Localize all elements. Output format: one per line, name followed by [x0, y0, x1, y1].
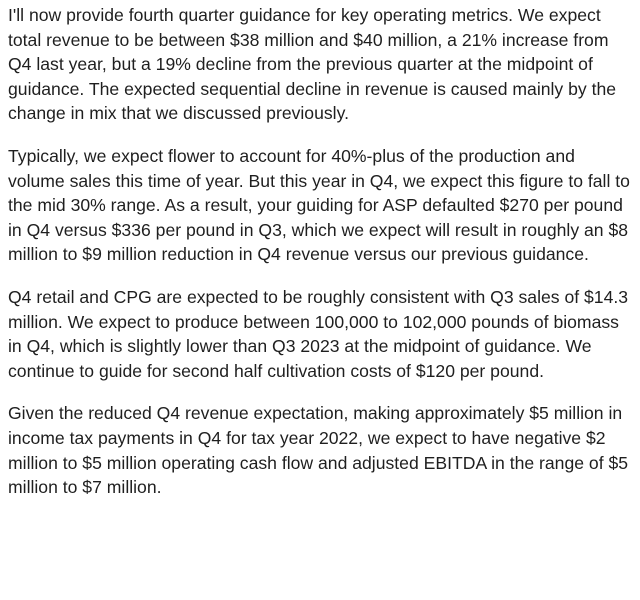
paragraph-flower-mix-asp: Typically, we expect flower to account for 40%-plus of the production and volume sales this time of year. But this year in Q4, we expect this figure to fall to the mid 30% range. As a result, your guiding for ASP defaulted $270 per pound in Q4 versus $336 per pound in Q3, which we expect will result in roughly an $8 million to $9 million reduction in Q4 revenue versus our previous guidance.	[8, 145, 630, 265]
paragraph-cash-flow-ebitda: Given the reduced Q4 revenue expectation, making approximately $5 million in income tax payments in Q4 for tax year 2022, we expect to have negative $2 million to $5 million operating cash flow and adjusted EBITDA in the range of $5 million to $7 million.	[8, 403, 629, 498]
paragraph-retail-cpg-biomass: Q4 retail and CPG are expected to be roughly consistent with Q3 sales of $14.3 million. We expect to produce between 100,000 to 102,000 pounds of biomass in Q4, which is slightly lower than Q3 2023 at the midpoint of guidance. We continue to guide for second half cultivation costs of $120 per pound.	[8, 286, 629, 381]
paragraph-q4-revenue-guidance: I'll now provide fourth quarter guidance for key operating metrics. We expect total revenue to be between $38 million and $40 million, a 21% increase from Q4 last year, but a 19% decline from the previous quarter at the midpoint of guidance. The expected sequential decline in revenue is caused mainly by the change in mix that we discussed previously.	[8, 5, 617, 124]
